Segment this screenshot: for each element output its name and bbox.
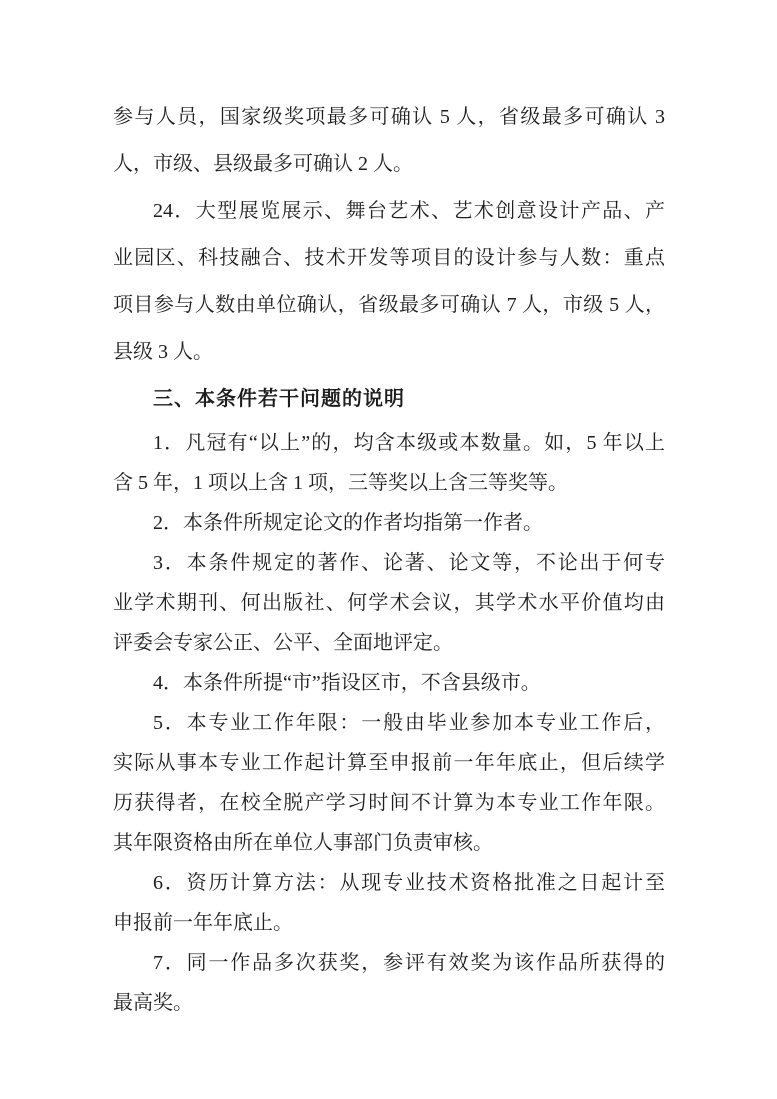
text-line: 参与人员，国家级奖项最多可确认 5 人，省级最多可确认 3 [113, 106, 665, 128]
text-line: 项目参与人数由单位确认，省级最多可确认 7 人，市级 5 人， [113, 294, 665, 316]
text-line: 7．同一作品多次获奖，参评有效奖为该作品所获得的 [153, 952, 665, 974]
text-line: 人，市级、县级最多可确认 2 人。 [113, 153, 413, 175]
paragraph [113, 94, 665, 188]
text-line: 实际从事本专业工作起计算至申报前一年年底止，但后续学 [113, 752, 665, 774]
text-line: 其年限资格由所在单位人事部门负责审核。 [113, 832, 493, 854]
text-line: 3．本条件规定的著作、论著、论文等，不论出于何专 [153, 552, 665, 574]
text-line: 4．本条件所提“市”指设区市，不含县级市。 [153, 672, 541, 694]
paragraph [113, 188, 665, 376]
text-line: 历获得者，在校全脱产学习时间不计算为本专业工作年限。 [113, 792, 665, 814]
text-line: 最高奖。 [113, 992, 193, 1014]
paragraph [113, 663, 665, 703]
text-line: 申报前一年年底止。 [113, 912, 293, 934]
text-line: 1．凡冠有“以上”的，均含本级或本数量。如，5 年以上 [153, 432, 665, 454]
paragraph [113, 863, 665, 943]
paragraph [113, 503, 665, 543]
text-line: 6．资历计算方法：从现专业技术资格批准之日起计至 [153, 872, 665, 894]
text-line: 业学术期刊、何出版社、何学术会议，其学术水平价值均由 [113, 592, 665, 614]
text-line: 县级 3 人。 [113, 341, 213, 363]
paragraph [113, 943, 665, 1023]
paragraph [113, 703, 665, 863]
text-line: 5．本专业工作年限：一般由毕业参加本专业工作后， [153, 712, 665, 734]
text-line: 2．本条件所规定论文的作者均指第一作者。 [153, 512, 543, 534]
section-heading-text: 三、本条件若干问题的说明 [153, 388, 405, 410]
text-line: 评委会专家公正、公平、全面地评定。 [113, 632, 453, 654]
paragraph [113, 543, 665, 663]
text-line: 24．大型展览展示、舞台艺术、艺术创意设计产品、产 [153, 200, 665, 222]
paragraph [113, 423, 665, 503]
text-line: 含 5 年，1 项以上含 1 项，三等奖以上含三等奖等。 [113, 472, 568, 494]
text-line: 业园区、科技融合、技术开发等项目的设计参与人数：重点 [113, 247, 665, 269]
section-heading [113, 376, 665, 423]
